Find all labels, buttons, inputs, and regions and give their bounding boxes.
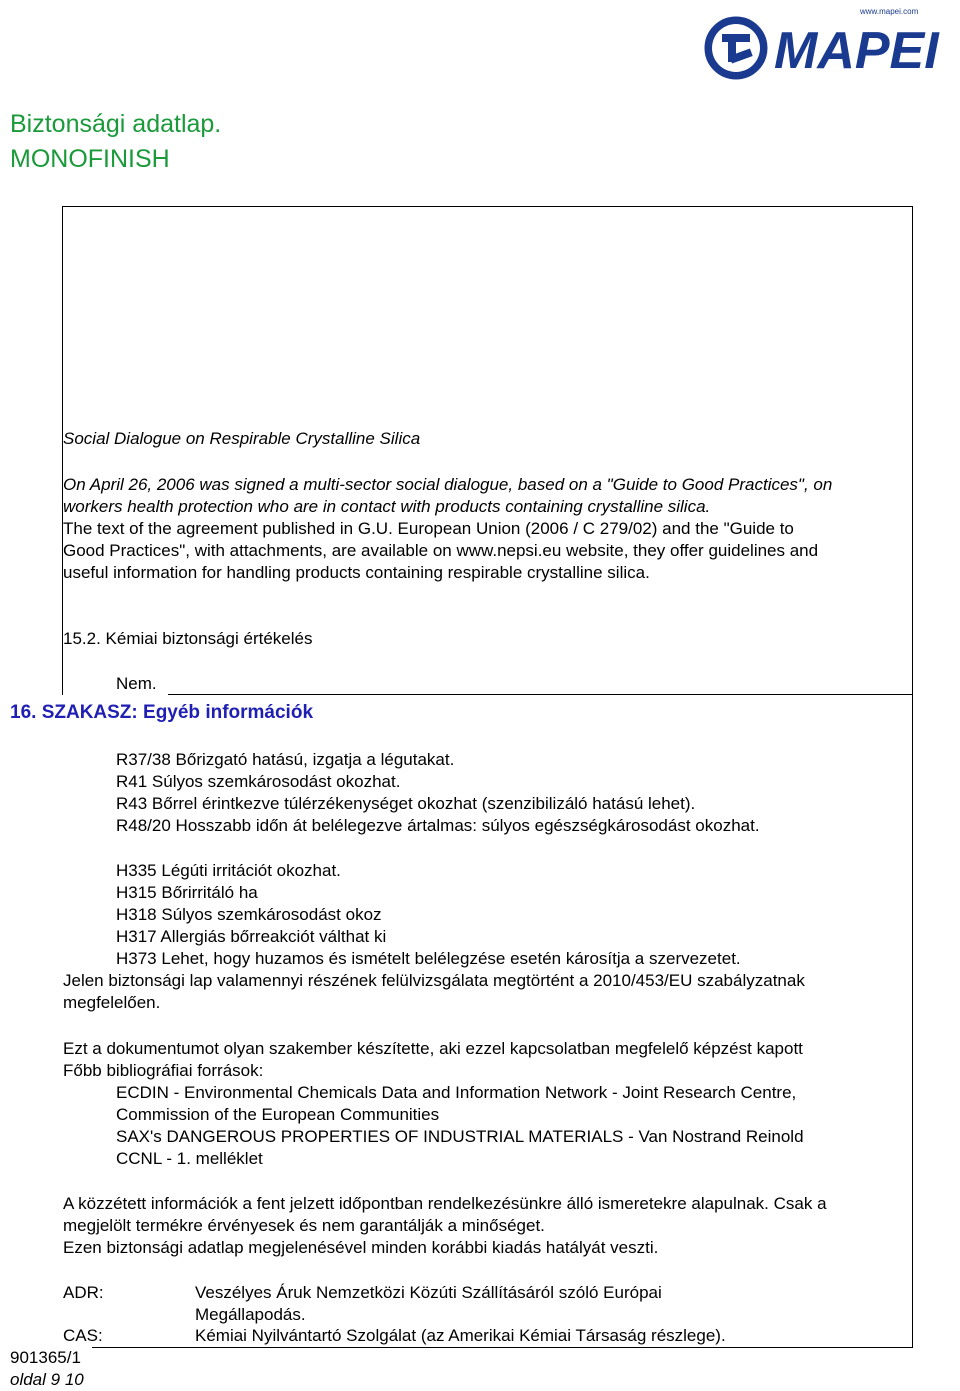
section-16-heading: 16. SZAKASZ: Egyéb információk <box>10 702 314 723</box>
h-phrase: H317 Allergiás bőrreakciót válthat ki <box>116 927 387 946</box>
disclaimer-line: megjelölt termékre érvényesek és nem garantálják a minőséget. <box>63 1216 545 1235</box>
h-phrase: H373 Lehet, hogy huzamos és ismételt belélegzése esetén károsítja a szervezetet. <box>116 949 741 968</box>
bibliography-item: CCNL - 1. melléklet <box>116 1149 263 1168</box>
disclaimer-line: A közzétett információk a fent jelzett időpontban rendelkezésünkre álló ismeretekre alapulnak. Csak a <box>63 1194 827 1213</box>
page-number: oldal 9 10 <box>10 1370 84 1389</box>
social-dialogue-heading: Social Dialogue on Respirable Crystalline Silica <box>63 429 421 448</box>
box-left-border <box>62 206 63 695</box>
bibliography-item: ECDIN - Environmental Chemicals Data and Information Network - Joint Research Centre, <box>116 1083 797 1102</box>
revision-statement: Jelen biztonsági lap valamennyi részének felülvizsgálata megtörtént a 2010/453/EU szabályzatnak <box>63 971 805 990</box>
abbreviation-definition: Megállapodás. <box>195 1305 306 1324</box>
abbreviation-definition: Kémiai Nyilvántartó Szolgálat (az Amerikai Kémiai Társaság részlege). <box>195 1326 726 1345</box>
social-dialogue-line: The text of the agreement published in G.U. European Union (2006 / C 279/02) and the "Guide to <box>63 519 794 538</box>
box-right-border <box>912 206 913 1348</box>
h-phrase: H335 Légúti irritációt okozhat. <box>116 861 341 880</box>
logo-url: www.mapei.com <box>860 7 919 16</box>
bibliography-heading: Főbb bibliográfiai források: <box>63 1061 264 1080</box>
expert-statement: Ezt a dokumentumot olyan szakember készítette, aki ezzel kapcsolatban megfelelő képzést kapott <box>63 1039 803 1058</box>
r-phrase: R48/20 Hosszabb időn át belélegezve ártalmas: súlyos egészségkárosodást okozhat. <box>116 816 760 835</box>
logo-brand: MAPEI <box>774 22 939 80</box>
mapei-logo-graphic <box>700 4 955 86</box>
r-phrase: R37/38 Bőrizgató hatású, izgatja a légutakat. <box>116 750 455 769</box>
section-15-2-heading: 15.2. Kémiai biztonsági értékelés <box>63 629 313 648</box>
abbreviation-term: CAS: <box>63 1326 103 1345</box>
section-divider <box>168 694 913 695</box>
social-dialogue-line: On April 26, 2006 was signed a multi-sector social dialogue, based on a "Guide to Good Practices", on <box>63 475 833 494</box>
social-dialogue-line: workers health protection who are in contact with products containing crystalline silica. <box>63 497 711 516</box>
document-code: 901365/1 <box>10 1348 81 1367</box>
bibliography-item: Commission of the European Communities <box>116 1105 440 1124</box>
box-bottom-border <box>92 1347 913 1348</box>
mapei-logo <box>700 4 955 86</box>
abbreviation-term: ADR: <box>63 1283 104 1302</box>
revision-statement: megfelelően. <box>63 993 161 1012</box>
social-dialogue-line: Good Practices", with attachments, are available on www.nepsi.eu website, they offer guidelines and <box>63 541 819 560</box>
r-phrase: R41 Súlyos szemkárosodást okozhat. <box>116 772 401 791</box>
document-title: Biztonsági adatlap. <box>10 110 222 138</box>
abbreviation-definition: Veszélyes Áruk Nemzetközi Közúti Szállításáról szóló Európai <box>195 1283 662 1302</box>
disclaimer-line: Ezen biztonsági adatlap megjelenésével minden korábbi kiadás hatályát veszti. <box>63 1238 659 1257</box>
r-phrase: R43 Bőrrel érintkezve túlérzékenységet okozhat (szenzibilizáló hatású lehet). <box>116 794 696 813</box>
section-15-2-value: Nem. <box>116 674 157 693</box>
bibliography-item: SAX's DANGEROUS PROPERTIES OF INDUSTRIAL MATERIALS - Van Nostrand Reinold <box>116 1127 804 1146</box>
product-name: MONOFINISH <box>10 145 170 173</box>
h-phrase: H315 Bőrirritáló ha <box>116 883 258 902</box>
h-phrase: H318 Súlyos szemkárosodást okoz <box>116 905 382 924</box>
social-dialogue-line: useful information for handling products containing respirable crystalline silica. <box>63 563 650 582</box>
box-top-border <box>62 206 913 207</box>
